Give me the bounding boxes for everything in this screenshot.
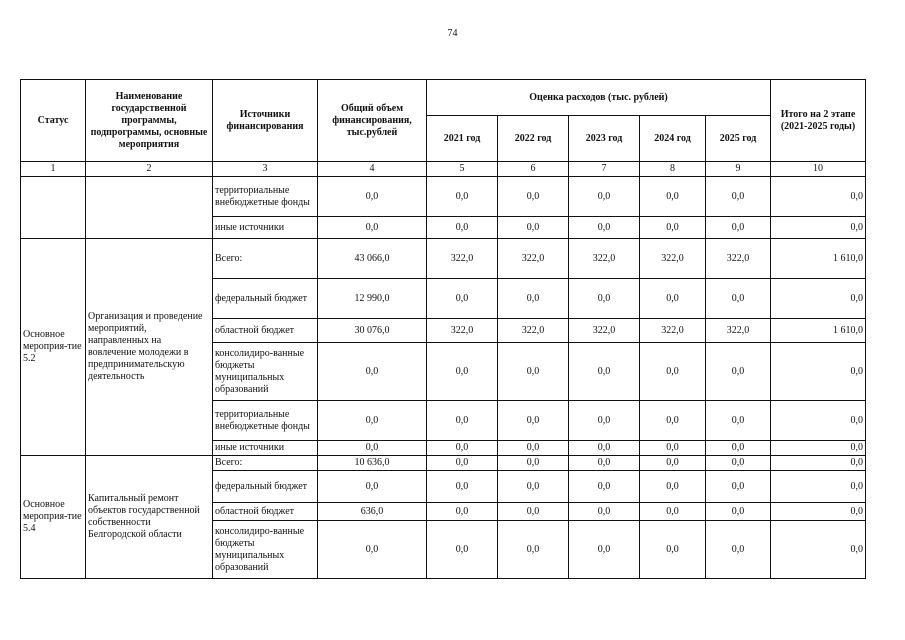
year-cell: 0,0 — [498, 471, 569, 503]
page-number: 74 — [447, 28, 458, 39]
year-cell: 0,0 — [569, 343, 640, 401]
column-number: 3 — [213, 162, 318, 177]
year-cell: 322,0 — [427, 319, 498, 343]
itogo-cell: 0,0 — [771, 279, 866, 319]
itogo-cell: 0,0 — [771, 503, 866, 521]
column-number: 2 — [86, 162, 213, 177]
year-cell: 322,0 — [640, 319, 706, 343]
year-cell: 322,0 — [640, 239, 706, 279]
column-number: 1 — [21, 162, 86, 177]
year-cell: 0,0 — [427, 471, 498, 503]
source-cell: Всего: — [213, 456, 318, 471]
total-cell: 0,0 — [318, 521, 427, 579]
itogo-cell: 0,0 — [771, 441, 866, 456]
year-cell: 0,0 — [640, 279, 706, 319]
year-cell: 0,0 — [640, 521, 706, 579]
measure-name-cell — [86, 177, 213, 239]
year-cell: 322,0 — [706, 319, 771, 343]
year-cell: 0,0 — [498, 279, 569, 319]
total-cell: 30 076,0 — [318, 319, 427, 343]
source-cell: консолидиро-ванные бюджеты муниципальных образований — [213, 521, 318, 579]
source-cell: территориальные внебюджетные фонды — [213, 401, 318, 441]
header-year: 2023 год — [569, 116, 640, 162]
year-cell: 0,0 — [706, 177, 771, 217]
total-cell: 43 066,0 — [318, 239, 427, 279]
source-cell: федеральный бюджет — [213, 279, 318, 319]
column-number-row — [21, 162, 866, 177]
header-year: 2022 год — [498, 116, 569, 162]
column-number: 9 — [706, 162, 771, 177]
header-status: Статус — [21, 80, 86, 162]
itogo-cell: 0,0 — [771, 456, 866, 471]
year-cell: 0,0 — [706, 503, 771, 521]
header-year: 2024 год — [640, 116, 706, 162]
year-cell: 322,0 — [427, 239, 498, 279]
source-cell: областной бюджет — [213, 503, 318, 521]
total-cell: 0,0 — [318, 441, 427, 456]
itogo-cell: 1 610,0 — [771, 239, 866, 279]
year-cell: 0,0 — [706, 343, 771, 401]
source-cell: иные источники — [213, 441, 318, 456]
source-cell: иные источники — [213, 217, 318, 239]
header-total: Общий объем финансирования, тыс.рублей — [318, 80, 427, 162]
year-cell: 0,0 — [640, 217, 706, 239]
total-cell: 0,0 — [318, 401, 427, 441]
year-cell: 0,0 — [569, 503, 640, 521]
header-estimate: Оценка расходов (тыс. рублей) — [427, 80, 771, 116]
total-cell: 10 636,0 — [318, 456, 427, 471]
year-cell: 322,0 — [706, 239, 771, 279]
year-cell: 0,0 — [427, 401, 498, 441]
header-year: 2021 год — [427, 116, 498, 162]
year-cell: 0,0 — [569, 441, 640, 456]
year-cell: 0,0 — [706, 279, 771, 319]
year-cell: 0,0 — [569, 401, 640, 441]
table-row — [21, 177, 866, 217]
year-cell: 0,0 — [640, 401, 706, 441]
column-number: 7 — [569, 162, 640, 177]
measure-name-cell: Организация и проведение мероприятий, направленных на вовлечение молодежи в предпринимательскую деятельность — [86, 239, 213, 456]
header-name: Наименование государственной программы, подпрограммы, основные мероприятия — [86, 80, 213, 162]
year-cell: 0,0 — [427, 217, 498, 239]
year-cell: 0,0 — [427, 279, 498, 319]
column-number: 4 — [318, 162, 427, 177]
year-cell: 0,0 — [569, 177, 640, 217]
status-cell: Основное мероприя-тие 5.4 — [21, 456, 86, 579]
year-cell: 0,0 — [498, 401, 569, 441]
year-cell: 0,0 — [498, 503, 569, 521]
total-cell: 0,0 — [318, 177, 427, 217]
year-cell: 0,0 — [706, 471, 771, 503]
year-cell: 0,0 — [427, 456, 498, 471]
year-cell: 0,0 — [640, 177, 706, 217]
source-cell: территориальные внебюджетные фонды — [213, 177, 318, 217]
status-cell — [21, 177, 86, 239]
itogo-cell: 0,0 — [771, 521, 866, 579]
itogo-cell: 0,0 — [771, 217, 866, 239]
source-cell: консолидиро-ванные бюджеты муниципальных образований — [213, 343, 318, 401]
year-cell: 0,0 — [706, 521, 771, 579]
year-cell: 0,0 — [498, 177, 569, 217]
year-cell: 0,0 — [498, 441, 569, 456]
year-cell: 0,0 — [498, 521, 569, 579]
year-cell: 0,0 — [498, 343, 569, 401]
year-cell: 0,0 — [569, 471, 640, 503]
source-cell: областной бюджет — [213, 319, 318, 343]
budget-table — [20, 79, 866, 579]
year-cell: 0,0 — [640, 456, 706, 471]
header-itogo: Итого на 2 этапе (2021-2025 годы) — [771, 80, 866, 162]
year-cell: 0,0 — [569, 521, 640, 579]
year-cell: 0,0 — [569, 217, 640, 239]
header-sources: Источники финансирования — [213, 80, 318, 162]
total-cell: 0,0 — [318, 343, 427, 401]
itogo-cell: 0,0 — [771, 343, 866, 401]
total-cell: 0,0 — [318, 471, 427, 503]
year-cell: 322,0 — [498, 239, 569, 279]
source-cell: федеральный бюджет — [213, 471, 318, 503]
table-row — [21, 456, 866, 471]
year-cell: 0,0 — [640, 503, 706, 521]
source-cell: Всего: — [213, 239, 318, 279]
year-cell: 0,0 — [427, 343, 498, 401]
year-cell: 0,0 — [427, 177, 498, 217]
itogo-cell: 0,0 — [771, 401, 866, 441]
year-cell: 0,0 — [706, 456, 771, 471]
year-cell: 0,0 — [640, 343, 706, 401]
column-number: 8 — [640, 162, 706, 177]
total-cell: 636,0 — [318, 503, 427, 521]
itogo-cell: 1 610,0 — [771, 319, 866, 343]
year-cell: 0,0 — [640, 441, 706, 456]
itogo-cell: 0,0 — [771, 471, 866, 503]
year-cell: 0,0 — [427, 521, 498, 579]
total-cell: 12 990,0 — [318, 279, 427, 319]
year-cell: 0,0 — [498, 456, 569, 471]
year-cell: 0,0 — [706, 217, 771, 239]
year-cell: 322,0 — [498, 319, 569, 343]
status-cell: Основное мероприя-тие 5.2 — [21, 239, 86, 456]
header-year: 2025 год — [706, 116, 771, 162]
column-number: 6 — [498, 162, 569, 177]
year-cell: 322,0 — [569, 239, 640, 279]
year-cell: 0,0 — [706, 441, 771, 456]
year-cell: 0,0 — [427, 503, 498, 521]
year-cell: 322,0 — [569, 319, 640, 343]
year-cell: 0,0 — [498, 217, 569, 239]
measure-name-cell: Капитальный ремонт объектов государственной собственности Белгородской области — [86, 456, 213, 579]
column-number: 5 — [427, 162, 498, 177]
year-cell: 0,0 — [569, 456, 640, 471]
table-row — [21, 239, 866, 279]
total-cell: 0,0 — [318, 217, 427, 239]
year-cell: 0,0 — [706, 401, 771, 441]
year-cell: 0,0 — [640, 471, 706, 503]
year-cell: 0,0 — [569, 279, 640, 319]
year-cell: 0,0 — [427, 441, 498, 456]
itogo-cell: 0,0 — [771, 177, 866, 217]
column-number: 10 — [771, 162, 866, 177]
